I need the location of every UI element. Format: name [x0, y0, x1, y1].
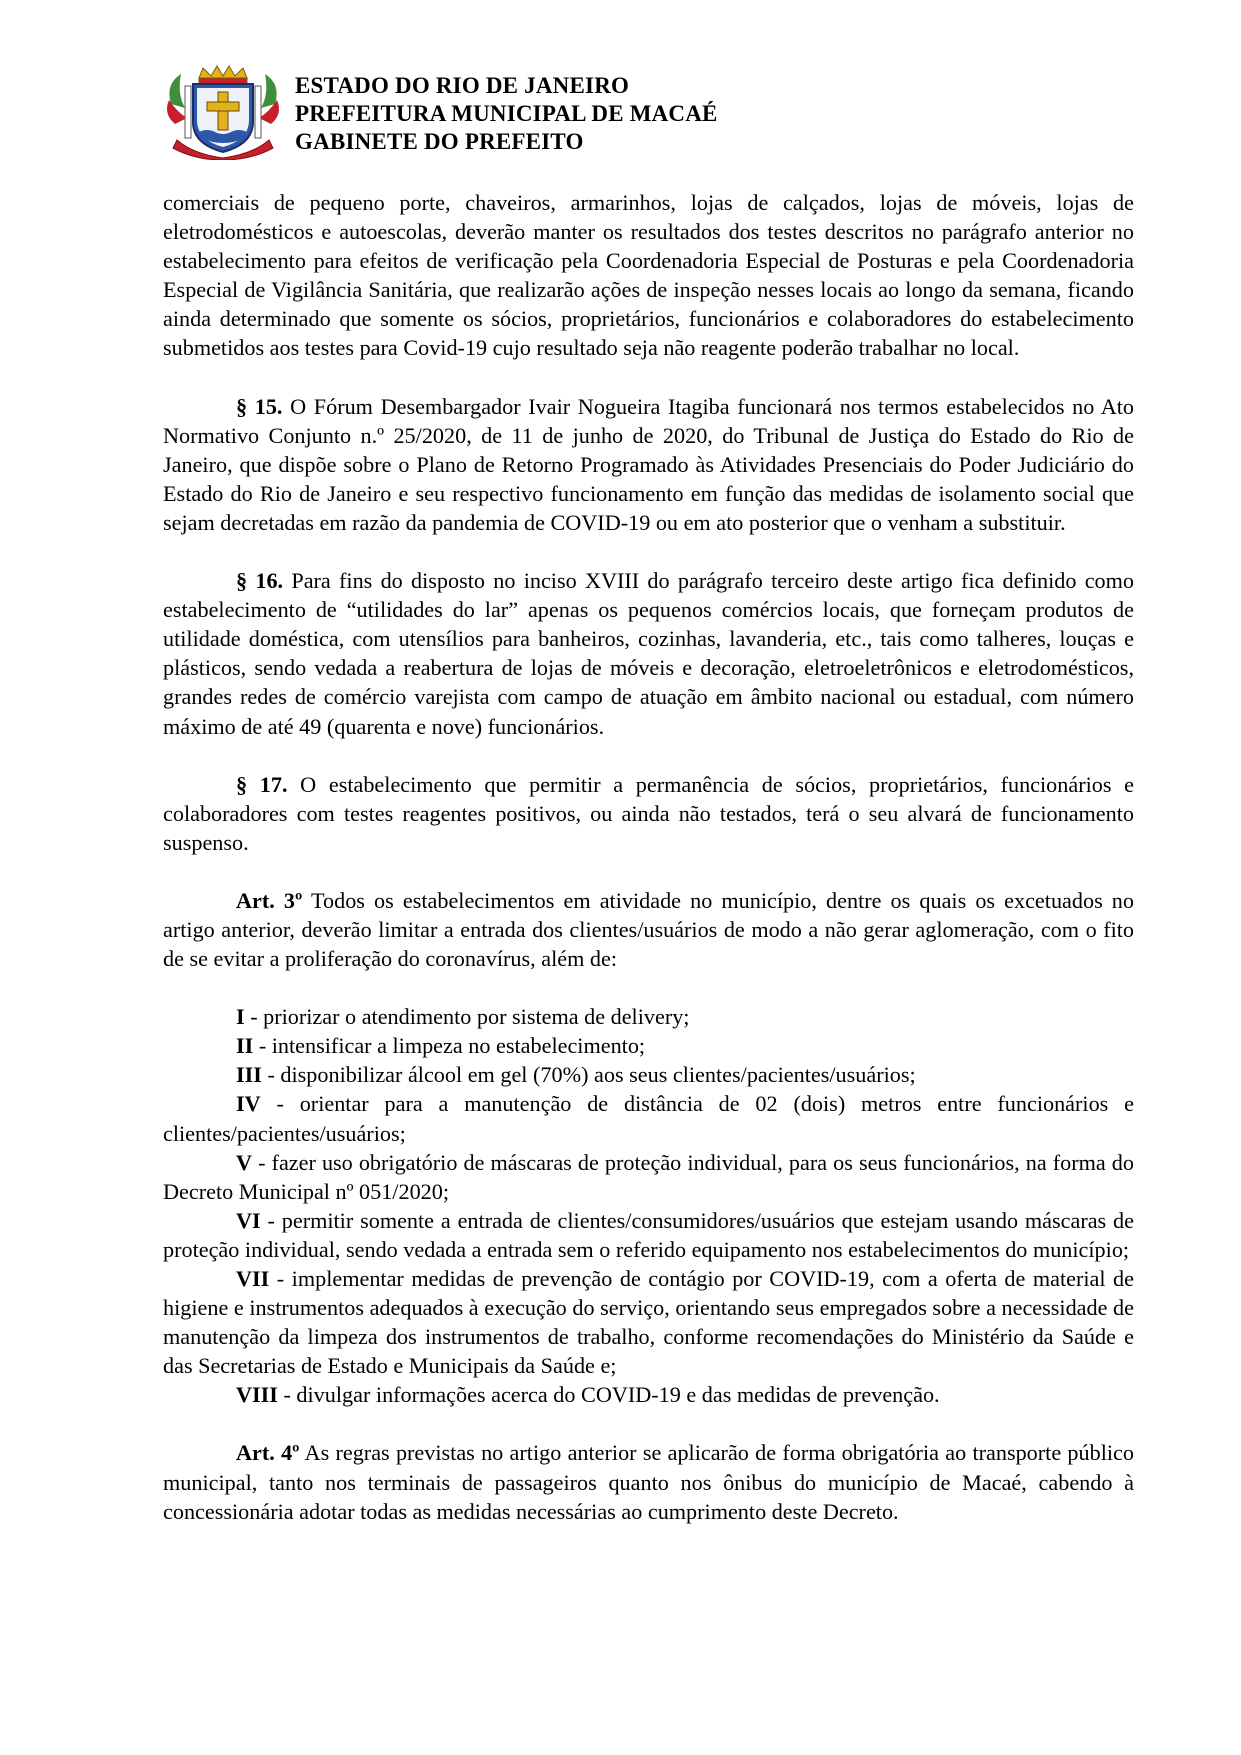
letterhead-text — [295, 72, 718, 156]
list-item — [163, 1089, 1134, 1147]
header-municipality: PREFEITURA MUNICIPAL DE MACAÉ — [295, 101, 718, 126]
paragraph-15-text: O Fórum Desembargador Ivair Nogueira Itagiba funcionará nos termos estabelecidos no Ato Normativo Conjunto n.º 25/2020, de 11 de junho de 2020, do Tribunal de Justiça do Estado do Rio de Janeiro, que dispõe sobre o Plano de Retorno Programado às Atividades Presenciais do Poder Judiciário do Estado do Rio de Janeiro e seu respectivo funcionamento em função das medidas de isolamento social que sejam decretadas em razão da pandemia de COVID-19 ou em ato posterior que o venham a substituir. — [163, 393, 1135, 535]
list-item — [163, 1148, 1134, 1206]
list-item — [163, 1264, 1134, 1380]
item-text: - permitir somente a entrada de clientes/consumidores/usuários que estejam usando máscaras de proteção individual, sendo vedada a entrada sem o referido equipamento nos estabelecimentos do município; — [163, 1207, 1134, 1262]
paragraph-17-text: O estabelecimento que permitir a permanência de sócios, proprietários, funcionários e colaboradores com testes reagentes positivos, ou ainda não testados, terá o seu alvará de funcionamento suspenso. — [163, 771, 1135, 855]
item-text: - priorizar o atendimento por sistema de delivery; — [244, 1004, 690, 1030]
item-number: IV — [236, 1091, 261, 1117]
article-3-text: Todos os estabelecimentos em atividade no município, dentre os quais os excetuados no artigo anterior, deverão limitar a entrada dos clientes/usuários de modo a não gerar aglomeração, com o fito de se evitar a proliferação do coronavírus, além de: — [163, 887, 1134, 972]
item-number: II — [236, 1033, 254, 1059]
document-body — [163, 188, 1134, 1526]
header-office: GABINETE DO PREFEITO — [295, 129, 584, 154]
paragraph-16-text: Para fins do disposto no inciso XVIII do parágrafo terceiro deste artigo fica definido como estabelecimento de “utilidades do lar” apenas os pequenos comércios locais, que forneçam produtos de utilidade doméstica, com utensílios para banheiros, cozinhas, lavanderia, etc., tais como talheres, louças e plásticos, sendo vedada a reabertura de lojas de móveis e decoração, eletroeletrônicos e eletrodomésticos, grandes redes de comércio varejista com campo de atuação em âmbito nacional ou estadual, com número máximo de até 49 (quarenta e nove) funcionários. — [163, 568, 1134, 739]
paragraph-16 — [163, 566, 1134, 741]
paragraph-17 — [163, 770, 1134, 857]
item-number: VII — [236, 1266, 270, 1291]
list-item — [163, 1002, 1134, 1031]
letterhead — [163, 64, 863, 164]
list-item — [163, 1380, 1134, 1409]
header-state: ESTADO DO RIO DE JANEIRO — [295, 73, 630, 98]
article-4-text: As regras previstas no artigo anterior se aplicarão de forma obrigatória ao transporte público municipal, tanto nos terminais de passageiros quanto nos ônibus do município de Macaé, cabendo à concessionária adotar todas as medidas necessárias ao cumprimento deste Decreto. — [163, 1440, 1134, 1524]
article-3-items — [163, 1002, 1134, 1409]
paragraph-16-label: § 16. — [236, 568, 284, 594]
item-text: - implementar medidas de prevenção de contágio por COVID-19, com a oferta de material de higiene e instrumentos adequados à execução do serviço, orientando seus empregados sobre a necessidade de manutenção da limpeza dos instrumentos de trabalho, conforme recomendações do Ministério da Saúde e das Secretarias de Estado e Municipais da Saúde e; — [163, 1266, 1134, 1379]
item-text: - divulgar informações acerca do COVID-19 e das medidas de prevenção. — [277, 1382, 940, 1408]
article-3-label: Art. 3º — [236, 887, 303, 913]
item-text: - orientar para a manutenção de distância de 02 (dois) metros entre funcionários e clientes/pacientes/usuários; — [163, 1091, 1134, 1146]
paragraph-15 — [163, 392, 1134, 537]
item-number: VI — [236, 1207, 261, 1233]
article-4-label: Art. 4º — [236, 1440, 300, 1466]
paragraph-15-label: § 15. — [236, 393, 283, 419]
item-number: V — [236, 1149, 253, 1175]
paragraph-continuation: comerciais de pequeno porte, chaveiros, armarinhos, lojas de calçados, lojas de móveis, lojas de eletrodomésticos e autoescolas, deverão manter os resultados dos testes descritos no parágrafo anterior no estabelecimento para efeitos de verificação pela Coordenadoria Especial de Posturas e pela Coordenadoria Especial de Vigilância Sanitária, que realizarão ações de inspeção nesses locais ao longo da semana, ficando ainda determinado que somente os sócios, proprietários, funcionários e colaboradores do estabelecimento submetidos aos testes para Covid-19 cujo resultado seja não reagente poderão trabalhar no local. — [163, 190, 1134, 361]
list-item — [163, 1031, 1134, 1060]
item-text: - disponibilizar álcool em gel (70%) aos seus clientes/pacientes/usuários; — [261, 1062, 916, 1088]
paragraph-17-label: § 17. — [236, 771, 288, 797]
item-number: III — [236, 1062, 262, 1088]
item-number: VIII — [236, 1382, 278, 1408]
item-text: - intensificar a limpeza no estabelecimento; — [253, 1033, 646, 1059]
list-item — [163, 1206, 1134, 1264]
municipal-crest-icon — [163, 64, 283, 160]
article-4 — [163, 1438, 1134, 1525]
item-number: I — [236, 1004, 245, 1030]
article-3 — [163, 886, 1134, 973]
item-text: - fazer uso obrigatório de máscaras de proteção individual, para os seus funcionários, na forma do Decreto Municipal nº 051/2020; — [163, 1149, 1134, 1204]
list-item — [163, 1060, 1134, 1089]
